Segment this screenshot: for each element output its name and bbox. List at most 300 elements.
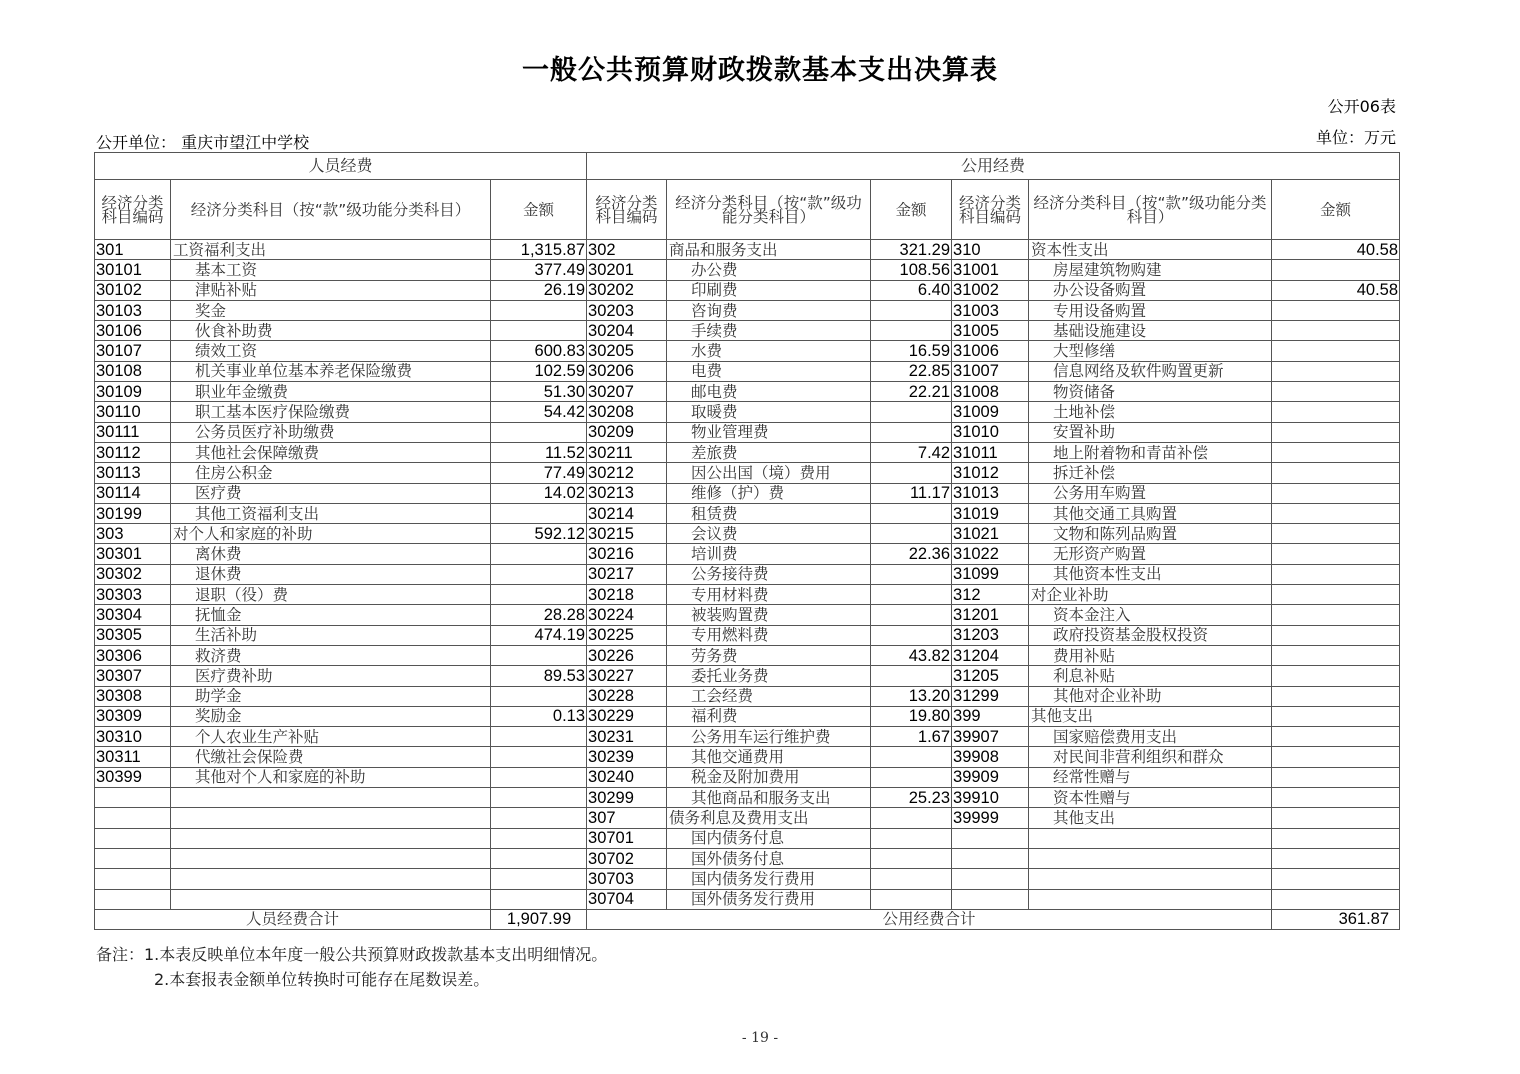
amount-cell: [871, 869, 952, 889]
amount-cell: 102.59: [491, 361, 587, 381]
amount-cell: [491, 869, 587, 889]
personnel-total-label: 人员经费合计: [95, 909, 491, 929]
table-row: [95, 585, 1400, 605]
name-cell: 大型修缮: [1029, 341, 1272, 361]
name-cell: 工会经费: [667, 686, 871, 706]
amount-cell: [871, 503, 952, 523]
table-row: [95, 808, 1400, 828]
name-cell: 其他对个人和家庭的补助: [171, 767, 491, 787]
name-cell: 其他对企业补助: [1029, 686, 1272, 706]
name-cell: 差旅费: [667, 442, 871, 462]
amount-cell: [1272, 727, 1400, 747]
amount-cell: [491, 321, 587, 341]
name-cell: 培训费: [667, 544, 871, 564]
name-cell: [1029, 828, 1272, 848]
code-cell: [95, 869, 171, 889]
code-cell: 31008: [952, 382, 1029, 402]
amount-cell: 51.30: [491, 382, 587, 402]
amount-cell: 25.23: [871, 788, 952, 808]
name-cell: 商品和服务支出: [667, 240, 871, 260]
amount-cell: 11.52: [491, 442, 587, 462]
amount-cell: [491, 645, 587, 665]
amount-cell: 22.85: [871, 361, 952, 381]
code-cell: 30229: [587, 706, 667, 726]
amount-cell: [1272, 605, 1400, 625]
name-cell: 会议费: [667, 524, 871, 544]
name-cell: 资本性支出: [1029, 240, 1272, 260]
amount-cell: [1272, 341, 1400, 361]
code-cell: 30308: [95, 686, 171, 706]
code-cell: [95, 889, 171, 909]
amount-cell: [1272, 260, 1400, 280]
amount-cell: [491, 767, 587, 787]
name-cell: 国内债务付息: [667, 828, 871, 848]
amount-cell: 40.58: [1272, 280, 1400, 300]
code-cell: 31005: [952, 321, 1029, 341]
amount-cell: [871, 605, 952, 625]
amount-cell: [871, 321, 952, 341]
name-cell: 奖励金: [171, 706, 491, 726]
amount-cell: 22.36: [871, 544, 952, 564]
name-cell: 被装购置费: [667, 605, 871, 625]
name-cell: 专用燃料费: [667, 625, 871, 645]
name-cell: [171, 808, 491, 828]
code-cell: [952, 848, 1029, 868]
amount-cell: 0.13: [491, 706, 587, 726]
code-cell: 31002: [952, 280, 1029, 300]
code-cell: 30310: [95, 727, 171, 747]
code-cell: 30224: [587, 605, 667, 625]
name-cell: 津贴补贴: [171, 280, 491, 300]
name-cell: 对民间非营利组织和群众: [1029, 747, 1272, 767]
amount-cell: 6.40: [871, 280, 952, 300]
name-cell: 物业管理费: [667, 422, 871, 442]
amount-cell: [1272, 422, 1400, 442]
amount-cell: 43.82: [871, 645, 952, 665]
code-cell: 30231: [587, 727, 667, 747]
name-cell: 离休费: [171, 544, 491, 564]
code-cell: 30199: [95, 503, 171, 523]
code-cell: 30299: [587, 788, 667, 808]
code-cell: 31006: [952, 341, 1029, 361]
amount-cell: [1272, 747, 1400, 767]
code-cell: 30218: [587, 585, 667, 605]
code-cell: 30205: [587, 341, 667, 361]
code-cell: 31204: [952, 645, 1029, 665]
name-cell: 信息网络及软件购置更新: [1029, 361, 1272, 381]
code-cell: 30110: [95, 402, 171, 422]
section-public: 公用经费: [587, 153, 1400, 180]
amount-cell: 19.80: [871, 706, 952, 726]
table-row: [95, 341, 1400, 361]
name-cell: 无形资产购置: [1029, 544, 1272, 564]
table-row: [95, 402, 1400, 422]
name-cell: 文物和陈列品购置: [1029, 524, 1272, 544]
amount-cell: [491, 848, 587, 868]
notes: [96, 942, 607, 992]
amount-cell: [871, 402, 952, 422]
name-cell: 其他支出: [1029, 706, 1272, 726]
code-cell: 30227: [587, 666, 667, 686]
code-cell: 30309: [95, 706, 171, 726]
code-cell: 30204: [587, 321, 667, 341]
note-1: 备注：1.本表反映单位本年度一般公共预算财政拨款基本支出明细情况。: [96, 945, 608, 964]
code-cell: 30304: [95, 605, 171, 625]
code-cell: 30209: [587, 422, 667, 442]
table-row: [95, 321, 1400, 341]
amount-cell: 1.67: [871, 727, 952, 747]
name-cell: 费用补贴: [1029, 645, 1272, 665]
name-cell: 租赁费: [667, 503, 871, 523]
name-cell: [171, 828, 491, 848]
name-cell: 房屋建筑物购建: [1029, 260, 1272, 280]
name-cell: 公务用车运行维护费: [667, 727, 871, 747]
name-cell: 公务员医疗补助缴费: [171, 422, 491, 442]
code-cell: 30225: [587, 625, 667, 645]
code-cell: 307: [587, 808, 667, 828]
header-name: 经济分类科目（按“款”级功能分类科目）: [1029, 180, 1272, 240]
code-cell: 31010: [952, 422, 1029, 442]
code-cell: 30302: [95, 564, 171, 584]
amount-cell: [871, 767, 952, 787]
header-name: 经济分类科目（按“款”级功能分类科目）: [667, 180, 871, 240]
code-cell: 30311: [95, 747, 171, 767]
code-cell: 30202: [587, 280, 667, 300]
name-cell: 利息补贴: [1029, 666, 1272, 686]
code-cell: 31201: [952, 605, 1029, 625]
header-code: 经济分类科目编码: [95, 180, 171, 240]
name-cell: 其他工资福利支出: [171, 503, 491, 523]
code-cell: 30399: [95, 767, 171, 787]
code-cell: [95, 848, 171, 868]
code-cell: 30301: [95, 544, 171, 564]
expenditure-table: [94, 152, 1400, 930]
table-row: [95, 361, 1400, 381]
code-cell: 30217: [587, 564, 667, 584]
code-cell: 30216: [587, 544, 667, 564]
code-cell: 312: [952, 585, 1029, 605]
amount-cell: [871, 463, 952, 483]
name-cell: 工资福利支出: [171, 240, 491, 260]
code-cell: 30108: [95, 361, 171, 381]
header-amount: 金额: [871, 180, 952, 240]
code-cell: 30226: [587, 645, 667, 665]
table-row: [95, 706, 1400, 726]
table-row: [95, 605, 1400, 625]
name-cell: 国内债务发行费用: [667, 869, 871, 889]
name-cell: [171, 869, 491, 889]
table-row: [95, 382, 1400, 402]
amount-cell: [491, 585, 587, 605]
name-cell: [1029, 869, 1272, 889]
code-cell: 30201: [587, 260, 667, 280]
code-cell: 30103: [95, 300, 171, 320]
amount-cell: [1272, 402, 1400, 422]
amount-cell: 89.53: [491, 666, 587, 686]
name-cell: 办公设备购置: [1029, 280, 1272, 300]
amount-cell: [1272, 524, 1400, 544]
table-row: [95, 625, 1400, 645]
name-cell: 专用设备购置: [1029, 300, 1272, 320]
name-cell: [1029, 848, 1272, 868]
table-row: [95, 260, 1400, 280]
name-cell: 退休费: [171, 564, 491, 584]
section-header-row: [95, 153, 1400, 180]
name-cell: 资本性赠与: [1029, 788, 1272, 808]
name-cell: [171, 848, 491, 868]
code-cell: 30213: [587, 483, 667, 503]
name-cell: 其他交通费用: [667, 747, 871, 767]
code-cell: 39909: [952, 767, 1029, 787]
code-cell: 30215: [587, 524, 667, 544]
code-cell: 31011: [952, 442, 1029, 462]
amount-cell: [871, 808, 952, 828]
public-total-value: 361.87: [1272, 909, 1400, 929]
amount-cell: [1272, 686, 1400, 706]
amount-cell: [491, 564, 587, 584]
amount-cell: [1272, 361, 1400, 381]
personnel-total-value: 1,907.99: [491, 909, 587, 929]
amount-cell: 108.56: [871, 260, 952, 280]
name-cell: 拆迁补偿: [1029, 463, 1272, 483]
amount-cell: [1272, 706, 1400, 726]
code-cell: 30207: [587, 382, 667, 402]
table-row: [95, 544, 1400, 564]
table-row: [95, 828, 1400, 848]
table-row: [95, 463, 1400, 483]
amount-cell: 28.28: [491, 605, 587, 625]
amount-cell: [1272, 889, 1400, 909]
name-cell: 伙食补助费: [171, 321, 491, 341]
header-code: 经济分类科目编码: [587, 180, 667, 240]
code-cell: 39907: [952, 727, 1029, 747]
table-row: [95, 524, 1400, 544]
amount-cell: 13.20: [871, 686, 952, 706]
name-cell: 其他商品和服务支出: [667, 788, 871, 808]
table-row: [95, 300, 1400, 320]
name-cell: 基本工资: [171, 260, 491, 280]
amount-cell: [1272, 788, 1400, 808]
name-cell: 奖金: [171, 300, 491, 320]
amount-cell: [871, 625, 952, 645]
code-cell: 30102: [95, 280, 171, 300]
name-cell: 生活补助: [171, 625, 491, 645]
code-cell: 30305: [95, 625, 171, 645]
name-cell: 国外债务付息: [667, 848, 871, 868]
name-cell: 机关事业单位基本养老保险缴费: [171, 361, 491, 381]
amount-cell: [871, 889, 952, 909]
amount-cell: [1272, 808, 1400, 828]
code-cell: 30212: [587, 463, 667, 483]
code-cell: 30112: [95, 442, 171, 462]
name-cell: 税金及附加费用: [667, 767, 871, 787]
unit-label: 单位：万元: [1315, 128, 1396, 147]
amount-cell: [1272, 828, 1400, 848]
code-cell: 30208: [587, 402, 667, 422]
amount-cell: [1272, 564, 1400, 584]
name-cell: 基础设施建设: [1029, 321, 1272, 341]
amount-cell: [1272, 666, 1400, 686]
code-cell: 39908: [952, 747, 1029, 767]
code-cell: 30211: [587, 442, 667, 462]
code-cell: [95, 788, 171, 808]
section-personnel: 人员经费: [95, 153, 587, 180]
amount-cell: [871, 564, 952, 584]
name-cell: 手续费: [667, 321, 871, 341]
name-cell: 水费: [667, 341, 871, 361]
amount-cell: [1272, 442, 1400, 462]
amount-cell: [1272, 321, 1400, 341]
code-cell: 30303: [95, 585, 171, 605]
table-row: [95, 240, 1400, 260]
code-cell: [95, 808, 171, 828]
code-cell: 30106: [95, 321, 171, 341]
table-row: [95, 280, 1400, 300]
amount-cell: [871, 828, 952, 848]
amount-cell: [871, 585, 952, 605]
code-cell: 39999: [952, 808, 1029, 828]
code-cell: 31021: [952, 524, 1029, 544]
name-cell: 办公费: [667, 260, 871, 280]
header-amount: 金额: [1272, 180, 1400, 240]
amount-cell: 22.21: [871, 382, 952, 402]
name-cell: 因公出国（境）费用: [667, 463, 871, 483]
name-cell: 安置补助: [1029, 422, 1272, 442]
amount-cell: [1272, 483, 1400, 503]
page-number: - 19 -: [741, 1030, 779, 1046]
code-cell: 30111: [95, 422, 171, 442]
amount-cell: 16.59: [871, 341, 952, 361]
code-cell: [952, 869, 1029, 889]
code-cell: 31019: [952, 503, 1029, 523]
code-cell: 39910: [952, 788, 1029, 808]
form-number: 公开06表: [1327, 97, 1396, 116]
code-cell: 31203: [952, 625, 1029, 645]
name-cell: 退职（役）费: [171, 585, 491, 605]
amount-cell: 14.02: [491, 483, 587, 503]
name-cell: 个人农业生产补贴: [171, 727, 491, 747]
amount-cell: [871, 300, 952, 320]
code-cell: 31013: [952, 483, 1029, 503]
amount-cell: [491, 808, 587, 828]
name-cell: 劳务费: [667, 645, 871, 665]
code-cell: 30203: [587, 300, 667, 320]
amount-cell: [491, 544, 587, 564]
amount-cell: [1272, 869, 1400, 889]
name-cell: 对个人和家庭的补助: [171, 524, 491, 544]
amount-cell: 7.42: [871, 442, 952, 462]
name-cell: [1029, 889, 1272, 909]
code-cell: 30306: [95, 645, 171, 665]
code-cell: 30107: [95, 341, 171, 361]
code-cell: 31001: [952, 260, 1029, 280]
amount-cell: [491, 788, 587, 808]
name-cell: 地上附着物和青苗补偿: [1029, 442, 1272, 462]
name-cell: 公务接待费: [667, 564, 871, 584]
name-cell: 住房公积金: [171, 463, 491, 483]
amount-cell: 77.49: [491, 463, 587, 483]
table-row: [95, 666, 1400, 686]
code-cell: 30113: [95, 463, 171, 483]
table-row: [95, 483, 1400, 503]
table-row: [95, 564, 1400, 584]
code-cell: 30228: [587, 686, 667, 706]
code-cell: 30101: [95, 260, 171, 280]
name-cell: 对企业补助: [1029, 585, 1272, 605]
code-cell: 30214: [587, 503, 667, 523]
total-row: [95, 909, 1400, 929]
code-cell: 31299: [952, 686, 1029, 706]
code-cell: 31009: [952, 402, 1029, 422]
amount-cell: 11.17: [871, 483, 952, 503]
name-cell: 专用材料费: [667, 585, 871, 605]
code-cell: 30109: [95, 382, 171, 402]
code-cell: 30239: [587, 747, 667, 767]
amount-cell: [1272, 382, 1400, 402]
name-cell: 其他资本性支出: [1029, 564, 1272, 584]
amount-cell: [1272, 625, 1400, 645]
code-cell: 399: [952, 706, 1029, 726]
code-cell: 30703: [587, 869, 667, 889]
amount-cell: [491, 828, 587, 848]
code-cell: [952, 828, 1029, 848]
name-cell: 助学金: [171, 686, 491, 706]
code-cell: [952, 889, 1029, 909]
table-row: [95, 889, 1400, 909]
amount-cell: [491, 503, 587, 523]
table-row: [95, 869, 1400, 889]
code-cell: 30206: [587, 361, 667, 381]
table-row: [95, 645, 1400, 665]
amount-cell: 474.19: [491, 625, 587, 645]
name-cell: 其他社会保障缴费: [171, 442, 491, 462]
amount-cell: [491, 889, 587, 909]
amount-cell: 600.83: [491, 341, 587, 361]
table-row: [95, 727, 1400, 747]
amount-cell: [1272, 544, 1400, 564]
amount-cell: [871, 524, 952, 544]
amount-cell: 377.49: [491, 260, 587, 280]
code-cell: 31007: [952, 361, 1029, 381]
name-cell: 土地补偿: [1029, 402, 1272, 422]
amount-cell: [491, 300, 587, 320]
name-cell: 邮电费: [667, 382, 871, 402]
name-cell: 资本金注入: [1029, 605, 1272, 625]
name-cell: 医疗费补助: [171, 666, 491, 686]
amount-cell: 592.12: [491, 524, 587, 544]
amount-cell: [491, 422, 587, 442]
code-cell: 31012: [952, 463, 1029, 483]
code-cell: 30240: [587, 767, 667, 787]
column-header-row: [95, 180, 1400, 240]
name-cell: 经常性赠与: [1029, 767, 1272, 787]
amount-cell: [491, 686, 587, 706]
amount-cell: 321.29: [871, 240, 952, 260]
code-cell: 303: [95, 524, 171, 544]
code-cell: 301: [95, 240, 171, 260]
amount-cell: [1272, 463, 1400, 483]
amount-cell: [1272, 767, 1400, 787]
name-cell: 救济费: [171, 645, 491, 665]
table-row: [95, 503, 1400, 523]
note-2: 2.本套报表金额单位转换时可能存在尾数误差。: [154, 970, 490, 989]
amount-cell: 26.19: [491, 280, 587, 300]
page-title: 一般公共预算财政拨款基本支出决算表: [522, 55, 998, 86]
name-cell: 代缴社会保险费: [171, 747, 491, 767]
code-cell: 31099: [952, 564, 1029, 584]
name-cell: 其他交通工具购置: [1029, 503, 1272, 523]
name-cell: 医疗费: [171, 483, 491, 503]
